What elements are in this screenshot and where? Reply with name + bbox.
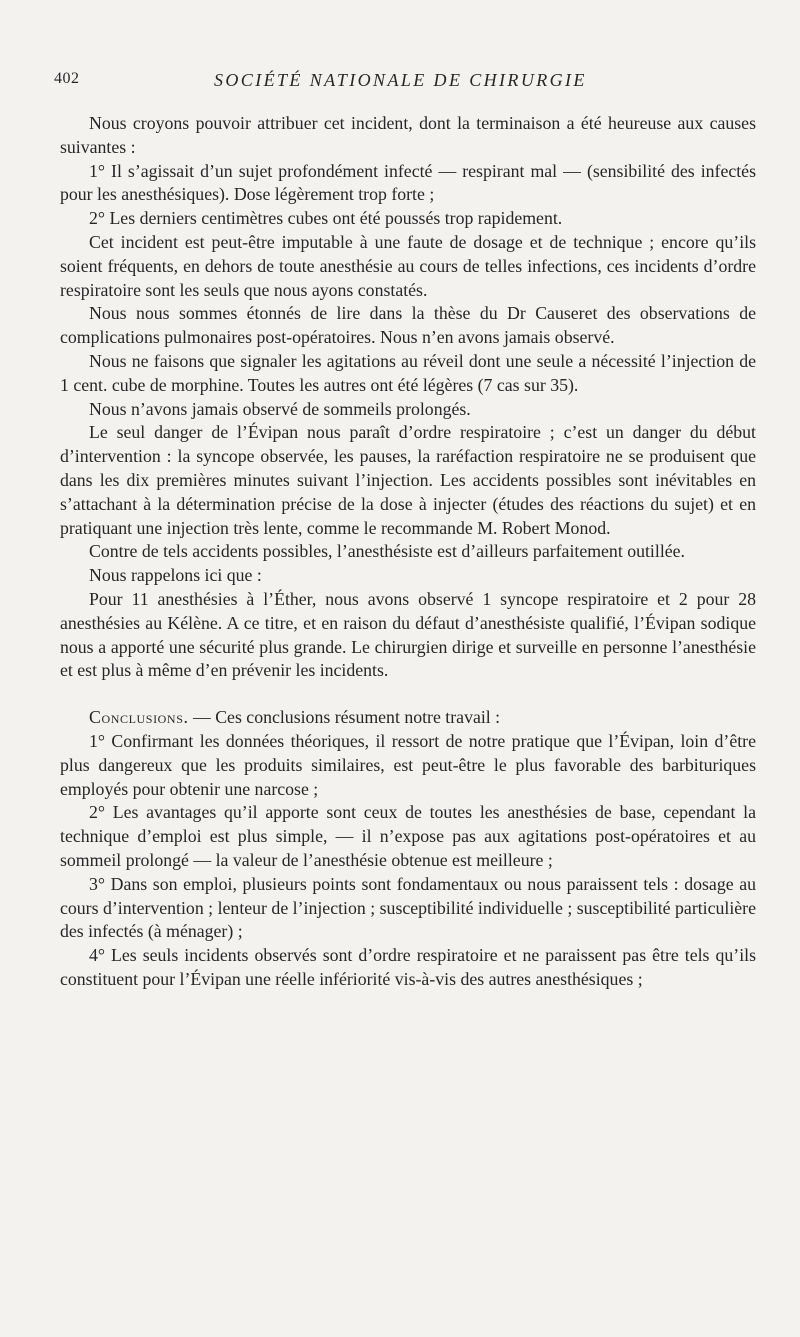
paragraph: Contre de tels accidents possibles, l’anesthésiste est d’ailleurs parfaitement outillée.: [89, 541, 685, 562]
paragraph: Nous rappelons ici que :: [89, 565, 262, 586]
conclusion-item: 1° Confirmant les données théoriques, il ressort de notre pratique que l’Évipan, loin d’être plus dangereux que les produits similaires, est peut-être le plus favorable des barbituriques employés pour obtenir une narcose ;: [60, 730, 756, 799]
paragraph: Nous ne faisons que signaler les agitations au réveil dont une seule a nécessité l’injection de 1 cent. cube de morphine. Toutes les autres ont été légères (7 cas sur 35).: [60, 350, 756, 395]
journal-title: SOCIÉTÉ NATIONALE DE CHIRURGIE: [214, 70, 587, 90]
conclusion-item: 4° Les seuls incidents observés sont d’ordre respiratoire et ne paraissent pas être tels qu’ils constituent pour l’Évipan une réelle infériorité vis-à-vis des autres anesthésiques ;: [60, 945, 756, 989]
paragraph: 2° Les derniers centimètres cubes ont été poussés trop rapidement.: [89, 208, 563, 229]
paragraph: Nous nous sommes étonnés de lire dans la thèse du Dr Causeret des observations de complications pulmonaires post-opératoires. Nous n’en avons jamais observé.: [60, 303, 756, 348]
running-head: [54, 70, 756, 94]
conclusion-item: 2° Les avantages qu’il apporte sont ceux de toutes les anesthésies de base, cependant la technique d’emploi est plus simple, — il n’expose pas aux agitations post-opératoires et au sommeil prolongé — la valeur de l’anesthésie obtenue est meilleure ;: [60, 802, 756, 870]
paragraph: Nous n’avons jamais observé de sommeils prolongés.: [89, 398, 471, 419]
paragraph: 1° Il s’agissait d’un sujet profondément infecté — respirant mal — (sensibilité des infectés pour les anesthésiques). Dose légèrement trop forte ;: [60, 160, 756, 205]
page-number: 402: [54, 70, 80, 87]
conclusions-lead: Conclusions.: [89, 707, 189, 728]
paragraph: Pour 11 anesthésies à l’Éther, nous avons observé 1 syncope respiratoire et 2 pour 28 anesthésies au Kélène. A ce titre, et en raison du défaut d’anesthésiste qualifié, l’Évipan sodique nous a apporté une sécurité plus grande. Le chirurgien dirige et surveille en personne l’anesthésie et est plus à même d’en prévenir les incidents.: [60, 588, 756, 681]
paragraph: Cet incident est peut-être imputable à une faute de dosage et de technique ; encore qu’ils soient fréquents, en dehors de toute anesthésie au cours de telles infections, ces incidents d’ordre respiratoire sont les seuls que nous ayons constatés.: [60, 231, 756, 300]
conclusions-intro: — Ces conclusions résument notre travail :: [188, 707, 501, 728]
conclusion-item: 3° Dans son emploi, plusieurs points sont fondamentaux ou nous paraissent tels : dosage au cours d’intervention ; lenteur de l’injection ; susceptibilité individuelle ; susceptibilité particulière des infectés (à ménager) ;: [60, 873, 756, 942]
conclusions-heading-paragraph: [60, 706, 756, 730]
body-text: [60, 112, 756, 992]
paragraph: Le seul danger de l’Évipan nous paraît d’ordre respiratoire ; c’est un danger du début d’intervention : la syncope observée, les pauses, la raréfaction respiratoire ne se produisent que dans les dix premières minutes suivant l’injection. Les accidents possibles sont inévitables en s’attachant à la détermination précise de la dose à injecter (études des réactions du sujet) et en pratiquant une injection très lente, comme le recommande M. Robert Monod.: [60, 422, 756, 538]
paragraph: Nous croyons pouvoir attribuer cet incident, dont la terminaison a été heureuse aux causes suivantes :: [60, 113, 756, 157]
